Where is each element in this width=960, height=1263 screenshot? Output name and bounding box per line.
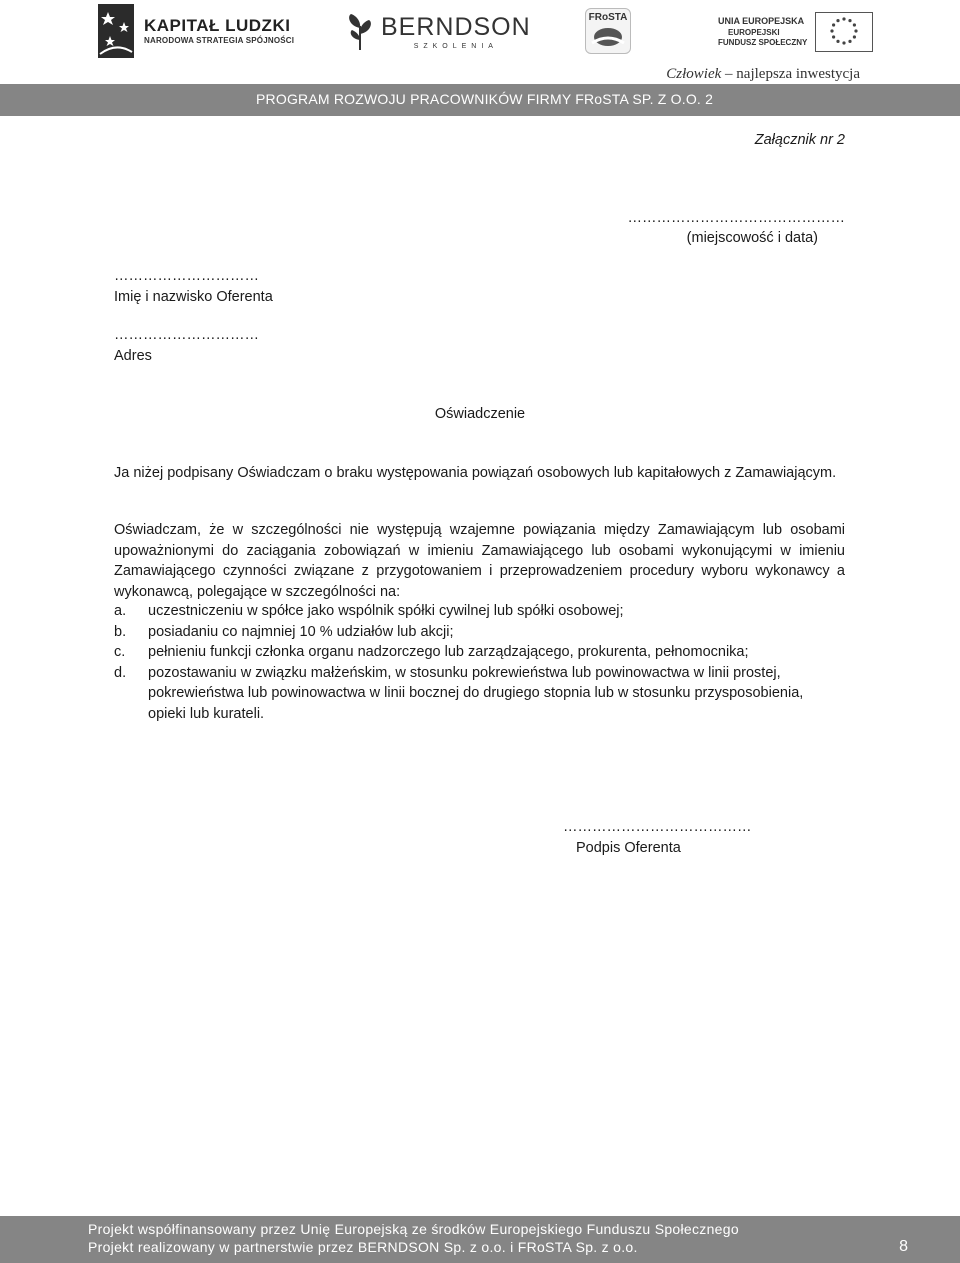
list-text: posiadaniu co najmniej 10 % udziałów lub akcji;: [148, 623, 454, 640]
berndson-subtitle: SZKOLENIA: [413, 42, 498, 50]
kapital-ludzki-subtitle: NARODOWA STRATEGIA SPÓJNOŚCI: [144, 36, 295, 45]
footer-line-1: Projekt współfinansowany przez Unię Europejską ze środków Europejskiego Funduszu Społecznego: [88, 1221, 739, 1237]
name-label: Imię i nazwisko Oferenta: [114, 289, 273, 305]
signature-label: Podpis Oferenta: [576, 840, 681, 856]
footer-line-2: Projekt realizowany w partnerstwie przez BERNDSON Sp. z o.o. i FRoSTA Sp. z o.o.: [88, 1239, 638, 1255]
list-item: [114, 663, 845, 725]
list-text: pełnieniu funkcji członka organu nadzorczego lub zarządzającego, prokurenta, pełnomocnika;: [148, 644, 749, 660]
leaf-icon: [345, 12, 375, 52]
frosta-logo: [585, 8, 631, 54]
eu-line1: UNIA EUROPEJSKA: [718, 16, 805, 27]
list-text: uczestniczeniu w spółce jako wspólnik spółki cywilnej lub spółki osobowej;: [148, 603, 624, 619]
list-marker: b.: [114, 623, 127, 640]
name-dots: …………………………: [114, 268, 259, 284]
frosta-label: FRoSTA: [588, 12, 628, 23]
list-item: [114, 622, 845, 643]
kapital-ludzki-title: KAPITAŁ LUDZKI: [144, 16, 291, 35]
footer-bar: [0, 1216, 960, 1263]
declaration-paragraph: Oświadczam, że w szczególności nie występują wzajemne powiązania między Zamawiającym lub osobami upoważnionymi do zaciągania zobowiązań w imieniu Zamawiającego lub osobami wykonującymi w imieniu Zamawiającego czynności związane z przygotowaniem i przeprowadzeniem procedury wyboru wykonawcy a wykonawcą, polegające w szczególności na:: [114, 522, 845, 600]
attachment-label: Załącznik nr 2: [754, 132, 845, 148]
berndson-logo: [345, 10, 531, 54]
page-number: 8: [899, 1238, 908, 1255]
eu-logo: [718, 12, 873, 52]
motto: [666, 66, 860, 83]
intro-statement: Ja niżej podpisany Oświadczam o braku występowania powiązań osobowych lub kapitałowych z Zamawiającym.: [114, 465, 837, 481]
frosta-wave-icon: [586, 23, 630, 53]
declaration-list: [114, 601, 845, 724]
eu-line3: FUNDUSZ SPOŁECZNY: [718, 37, 808, 47]
list-marker: a.: [114, 603, 127, 619]
kapital-ludzki-logo: [96, 2, 294, 60]
place-date-label: (miejscowość i data): [686, 230, 818, 246]
place-date-dots: ………………………………………: [627, 210, 845, 226]
program-bar: [0, 84, 960, 116]
program-title: PROGRAM ROZWOJU PRACOWNIKÓW FIRMY FRoSTA SP. Z O.O. 2: [256, 91, 714, 107]
address-dots: …………………………: [114, 327, 259, 343]
address-label: Adres: [114, 348, 152, 364]
kapital-ludzki-emblem-icon: [96, 2, 136, 60]
list-marker: c.: [114, 644, 126, 660]
document-title: Oświadczenie: [434, 406, 526, 422]
list-marker: d.: [114, 664, 127, 681]
list-item: [114, 642, 845, 663]
motto-rest: – najlepsza inwestycja: [721, 66, 860, 82]
signature-dots: …………………………………: [563, 819, 752, 835]
eu-flag-icon: [815, 12, 873, 52]
eu-line2: EUROPEJSKI: [728, 27, 780, 37]
list-text: pozostawaniu w związku małżeńskim, w stosunku pokrewieństwa lub powinowactwa w linii prostej, pokrewieństwa lub powinowactwa w linii bocznej do drugiego stopnia lub w stosunku przysposobienia, opieki lub kurateli.: [148, 664, 804, 722]
list-item: [114, 601, 845, 622]
motto-italic: Człowiek: [666, 66, 722, 82]
berndson-title: BERNDSON: [381, 12, 531, 41]
